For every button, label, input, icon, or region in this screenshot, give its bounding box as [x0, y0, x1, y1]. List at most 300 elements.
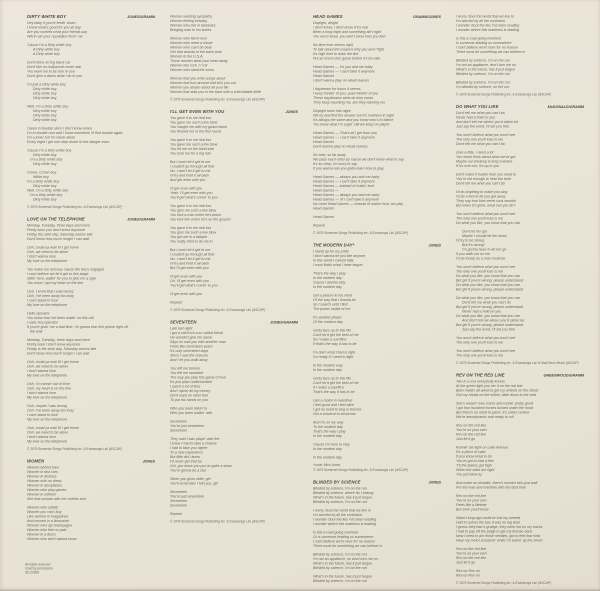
lyric-line: Those women steal your heart away	[170, 58, 228, 63]
lyric-line: Dirty white boy	[27, 108, 57, 113]
stanza	[313, 363, 453, 372]
lyric-line: A Dirty white boy	[27, 51, 60, 56]
lyric-line: I'm not an appliance, don't turn me on	[456, 62, 516, 67]
lyric-line: Women who fall in love	[170, 36, 207, 41]
stanza	[27, 21, 167, 39]
lyric-line: I can't stand to lose	[27, 298, 58, 303]
lyric-line: Pretty soon I don't know anymore	[27, 342, 81, 347]
stanza	[456, 516, 596, 543]
lyric-line: Can't let it get the best of me	[313, 380, 359, 385]
stanza	[456, 349, 596, 358]
lyric-line: Never had a hold on you	[456, 115, 496, 120]
lyric-line: To the modern day	[313, 424, 343, 429]
lyric-line: Like women in magazines	[27, 514, 69, 519]
stanza	[27, 426, 167, 444]
stanza	[27, 382, 167, 400]
lyric-line: Hey baby if you're feelin' down	[27, 20, 76, 25]
song-credit: McDONALD/GRAMM	[547, 104, 584, 109]
lyric-line: Gotta face up to this life	[313, 376, 351, 381]
stanza	[27, 311, 167, 334]
lyric-line: You're just seventeen	[170, 494, 205, 499]
stanza	[27, 148, 167, 166]
lyric-line: Just let it go	[456, 560, 476, 565]
lyric-line: Friday the sixth day, Saturday seems late	[27, 232, 93, 237]
stanza	[170, 326, 310, 362]
lyric-line: Head Games — That's all I get from you	[313, 130, 378, 135]
lyric-line: So near, so far away	[313, 152, 346, 157]
lyric-line: If you wanna win you gotta learn how to play	[313, 166, 384, 171]
lyric-line: The only one you'll lose is me	[456, 137, 504, 142]
copyright-line: © 1979 Somerset Songs Publishing Inc. & Evansongs Ltd. (ASCAP)	[27, 447, 122, 451]
lyric-line: These daydreams what do they mean	[313, 95, 374, 100]
lyric-line: You just blow by	[456, 472, 482, 477]
lyric-line: Is this a road going nowhere	[313, 530, 359, 535]
vocal-footnote: *vocal: Mick Jones	[313, 463, 341, 467]
lyric-line: You've got to lose a few	[456, 458, 494, 463]
song-title: THE MODERN DAY*	[313, 242, 355, 248]
lyric-line: I can't believe we let it get to this stage	[27, 271, 89, 276]
lyric-line: Don't make it harder than you need to	[456, 172, 517, 177]
song-title: HEAD GAMES	[313, 14, 343, 19]
lyric-line: Blinded by science, I'm on the run	[313, 486, 367, 491]
lyric-line: Dirty white boy	[27, 161, 57, 166]
lyric-line: I'll get even with you	[170, 274, 203, 279]
song-credit: JONES/GRAMM	[127, 217, 155, 222]
lyric-line: I don't wanna lose	[27, 390, 56, 395]
lyric-line: I'm a loner but I'm never alone	[27, 135, 76, 140]
lyric-line: You won't believe what you won't see	[456, 335, 516, 340]
stanza	[170, 292, 310, 297]
stanza	[313, 398, 453, 416]
permission-line: Used by permission	[25, 567, 53, 571]
lyric-line: I couldn't go through all that	[170, 252, 215, 257]
lyric-line: If that's the way it has to be	[313, 341, 357, 346]
lyric-line: You're just seventeen	[170, 423, 205, 428]
lyric-line: Hello operator	[27, 311, 50, 316]
stanza	[170, 419, 310, 433]
song-title: DIRTY WHITE BOY	[27, 14, 67, 19]
lyric-line: That's the way it has to be	[313, 389, 355, 394]
lyric-line: The power inside of me	[313, 306, 351, 311]
lyric-line: What's in the future, has it just begun	[456, 67, 516, 72]
lyric-line: Women who can't be beat	[170, 45, 212, 50]
song-credit: GRAMM/JONES	[413, 14, 441, 19]
copyright-line: © 1979 Somerset Songs Publishing Inc. & Evansongs Ltd. (ASCAP)	[170, 308, 265, 312]
lyric-line: Seventeen	[170, 428, 188, 433]
lyric-line: You gave me such a low blow	[170, 142, 218, 147]
lyric-line: Of the modern day	[313, 319, 343, 324]
lyric-line: There must be something we can believe in	[456, 49, 526, 54]
lyric-line: In the modern day	[313, 284, 342, 289]
lyric-line: I feel good and I feel alive	[313, 402, 354, 407]
lyric-line: Ooh, I've been away too long	[27, 408, 74, 413]
lyric-line: I got no need to beg or borrow	[313, 407, 362, 412]
song-title: LOVE ON THE TELEPHONE	[27, 216, 85, 222]
song-title-row	[313, 14, 441, 19]
lyric-line: Don't drive no big black car	[27, 60, 71, 65]
lyric-line: But it's wrong!	[456, 242, 485, 247]
lyric-line: I'm in trouble now and I know somehow I'll find trouble again	[27, 130, 123, 135]
lyric-line: In the modern day	[313, 275, 342, 280]
lyric-line: You gave it to me real low	[170, 137, 212, 142]
lyric-line: Monday, Tuesday, three days and more	[27, 223, 90, 228]
lyric-line: In the modern day	[313, 433, 342, 438]
lyric-line: My love on the telephone	[27, 258, 68, 263]
lyric-line: But girl if you're wrong, please understand	[456, 322, 524, 327]
lyric-line: Of the way that I wanna be	[313, 297, 356, 302]
stanza	[456, 212, 596, 226]
lyric-line: If you're givin' me a bad time, I'm gonna tear this phone right off	[27, 324, 128, 329]
stanza	[456, 36, 596, 54]
lyric-line: Ooh, could ya wait 'til I get home	[27, 359, 79, 364]
stanza	[170, 36, 310, 72]
lyric-line: Head Games — instead of makin' love	[313, 183, 375, 188]
lyric-line: I said, hey operator	[27, 320, 58, 325]
lyric-line: Who you been walkin' with	[170, 410, 213, 415]
stanza	[456, 133, 596, 147]
lyric-line: 'Cause I'm a Dirty white boy	[27, 148, 72, 153]
stanza	[170, 477, 310, 486]
lyric-line: You kick him when he's on the ground	[170, 217, 231, 222]
lyric-line: But when it's gone, what can you do?	[456, 203, 516, 208]
lyrics-column-3	[313, 14, 453, 587]
stanza	[170, 204, 310, 222]
lyric-line: Dirty white boy	[27, 117, 57, 122]
lyric-line: Since I saw the real you	[170, 353, 209, 358]
lyric-line: We're aerodynamic and ready to roll	[456, 414, 514, 419]
lyric-line: No time ever seems right	[313, 42, 353, 47]
stanza	[456, 336, 596, 345]
lyric-line: You know that I've been waitin' on this call	[27, 315, 94, 320]
lyric-line: And don't tell me where you'd rather be	[456, 119, 519, 124]
lyric-line: Head Games — I can't take it anymore	[313, 179, 375, 184]
stanza	[27, 289, 167, 307]
lyric-line: Women in the U.S.A.	[170, 54, 204, 59]
lyric-line: When the odds are right	[456, 467, 495, 472]
song-credit: GREENWOOD/GRAMM	[543, 373, 584, 378]
stanza	[456, 423, 596, 441]
lyric-line: You won't believe what you won't see	[456, 132, 516, 137]
lyric-line: Just let it go	[456, 436, 476, 441]
lyric-line: Don't want no other fool	[170, 393, 208, 398]
lyric-line: But little did I know	[170, 454, 200, 459]
lyric-line: My love on the telephone	[27, 439, 68, 444]
lyric-line: Feels like seventeen years	[170, 344, 213, 349]
lyric-line: That's the way I play	[313, 271, 346, 276]
lyric-line: What's in the future, has it just begun	[313, 561, 373, 566]
stanza	[313, 223, 453, 228]
lyric-line: I'm blinded by science, on the run	[456, 84, 510, 89]
lyric-line: Ooh, I'm runnin' out of time	[27, 381, 70, 386]
lyrics-column-2	[170, 14, 310, 529]
lyric-line: The only one you'll lose is me	[456, 216, 504, 221]
stanza	[27, 104, 167, 122]
lyric-line: Dirty white boy	[27, 95, 57, 100]
lyric-line: Women who live in fantasies	[170, 23, 216, 28]
lyric-line: Rev on the red line	[456, 546, 487, 551]
lyric-line: I can't believe we're here for no reason	[313, 539, 375, 544]
lyric-line: Daylight, alright	[313, 20, 338, 25]
stanza	[456, 172, 596, 186]
lyric-line: Women who satisfy	[27, 505, 59, 510]
lyric-line: My love on the telephone	[27, 417, 68, 422]
stanza	[313, 21, 453, 39]
lyric-line: Ooh, we need to be alone	[27, 249, 69, 254]
stanza	[170, 300, 310, 305]
lyric-line: Don't tell me what you can't do	[456, 300, 511, 305]
lyric-line: I can't stand to lose	[27, 412, 58, 417]
lyric-line: Dirty white boy	[27, 86, 57, 91]
stanza	[456, 379, 596, 397]
lyric-line: I must finish what I have begun	[313, 262, 363, 267]
lyric-line: Been waitin' all week to get my wheels on the street	[456, 388, 539, 393]
lyric-line: It's always the same and you know who's to blame	[313, 117, 394, 122]
lyric-line: You gave it to me real low	[170, 115, 212, 120]
lyric-line: Head Games —	[313, 188, 339, 193]
lyric-line: 'Cause I'm here to stay	[313, 442, 350, 447]
stanza	[313, 530, 453, 548]
lyric-line: Dirty white boy	[27, 183, 57, 188]
stanza	[170, 274, 310, 288]
stanza	[170, 437, 310, 473]
lyric-line: You give me such a low blow	[170, 230, 217, 235]
stanza	[456, 58, 596, 76]
lyric-line: Repeat	[170, 511, 182, 516]
lyric-line: You'll get what's comin' to you	[170, 195, 218, 200]
lyric-line: Head Games — It's you and me baby	[313, 64, 373, 69]
lyric-line: But I'll get even with you	[170, 265, 209, 270]
lyric-line: You left me stranded	[170, 370, 203, 375]
lyric-line: Don't tell me what you can't do	[456, 110, 505, 115]
lyric-line: I wonder 'bout the lies I've been reading	[313, 517, 377, 522]
lyric-line: 'Cause I wanna stay	[313, 280, 346, 285]
lyric-line: You gave me such a low blow	[170, 120, 218, 125]
lyric-line: Do what you like, you know that you can	[456, 282, 521, 287]
lyric-line: Women who don't wanna know	[27, 536, 77, 541]
lyric-line: Seventeen	[170, 498, 188, 503]
lyric-line: Women feeling ecstasy	[170, 18, 208, 23]
lyric-line: Women in aeroplanes	[27, 483, 62, 488]
rights-line: All rights reserved	[25, 563, 51, 567]
lyric-line: No more Head Games — instead of makin' love, we play	[313, 201, 404, 206]
lyric-line: Ooh, we need to be alone	[27, 364, 69, 369]
lyric-line: Head Games — I can't take it anymore	[313, 69, 375, 74]
lyric-line: It's another phase	[313, 315, 342, 320]
lyric-line: You're gonna be a star	[170, 468, 207, 473]
lyric-line: Got my hands on the wheel, slide down in the seat	[456, 392, 537, 397]
lyric-line: Dirty white boy	[27, 113, 57, 118]
lyric-line: Women who steal the show	[170, 67, 214, 72]
lyric-line: I daydream for hours it seems	[313, 86, 361, 91]
lyric-line: And I spent all my money	[170, 388, 211, 393]
lyric-line: For the man and machine with the best time	[456, 485, 526, 490]
lyric-line: I'll try and hold it all back	[170, 261, 210, 266]
lyric-line: Is this a road going nowhere	[456, 36, 502, 41]
lyric-line: I'm doin' what I feel is right	[313, 350, 356, 355]
lyric-line: Maybe I should let her know	[456, 233, 507, 238]
lyric-line: Head Games — I can't take it anymore	[313, 135, 375, 140]
lyric-line: Women behind bars	[27, 465, 60, 470]
stanza	[456, 80, 596, 89]
lyric-line: Women that stab you in the back with a switchblade knife	[170, 89, 262, 94]
lyric-line: Every night I get one step closer to the danger zone	[27, 139, 110, 144]
lyric-line: C'mon, C'mon boy	[27, 170, 57, 175]
lyric-line: Friday is the sixth day, Saturday seems late	[27, 346, 97, 351]
lyric-line: You floored me in the first round	[170, 129, 221, 134]
lyric-line: You're old enough to hear the truth	[456, 176, 512, 181]
stanza	[313, 293, 453, 311]
lyric-line: Repeat	[170, 300, 182, 305]
lyric-line: I'm a Dirty white boy	[27, 192, 63, 197]
lyrics-column-4	[456, 14, 596, 591]
lyric-line: You're on your own	[456, 427, 487, 432]
lyric-line: You got me in a tailspin	[170, 234, 208, 239]
song-title: SEVENTEEN	[170, 319, 197, 325]
stanza	[27, 126, 167, 144]
lyric-line: Seventeen	[170, 419, 188, 424]
lyric-line: Rev on the red line	[456, 555, 487, 560]
stanza	[170, 406, 310, 415]
lyric-line: But I won't let it get to me	[170, 159, 211, 164]
lyric-line: He wouldn't give his name	[170, 335, 212, 340]
lyric-line: Well, I'm a Dirty white boy	[27, 188, 69, 193]
stanza	[313, 249, 453, 267]
lyric-line: If it's over me, it's up to you	[456, 163, 500, 168]
lyric-line: You won't believe what you won't see	[456, 348, 516, 353]
lyric-line: You want me to be true to you	[27, 69, 75, 74]
lyric-line: Rev on the red line	[456, 423, 487, 428]
lyric-line: Do what you like, you know that you can	[456, 220, 521, 225]
lyric-line: Ooh, I know that I was wrong	[27, 289, 74, 294]
lyric-line: Dirty white boy	[27, 197, 57, 202]
lyric-line: I had to pay off the judge to get my license back	[456, 529, 533, 534]
lyric-line: 'Til the stakes get high	[456, 463, 492, 468]
lyric-line: Women in distress	[27, 474, 57, 479]
stanza	[170, 138, 310, 156]
lyric-line: And make no mistake, there's women who just wait	[456, 480, 538, 485]
lyric-line: Women who play games	[27, 487, 67, 492]
stanza	[313, 175, 453, 211]
lyric-line: Head Games	[313, 214, 335, 219]
song-credit: JONES	[428, 480, 441, 485]
lyric-line: Runnin' all night on Lake Avenue	[456, 445, 509, 450]
stanza	[313, 315, 453, 324]
song-credit: JONES/GRAMM	[127, 14, 155, 19]
lyric-line: Can't let it get the best of me	[313, 332, 359, 337]
lyric-line: I'm not an appliance, so don't turn me on	[313, 556, 378, 561]
lyric-line: Ooh, could ya wait 'til I get home	[27, 425, 79, 430]
lyric-line: Daylight turns into night	[313, 108, 351, 113]
lyric-line: Women who sip champagne	[27, 523, 73, 528]
lyric-line: But soon you'll know	[456, 507, 489, 512]
lyric-line: They say true love never runs smooth	[456, 198, 517, 203]
lyric-line: Ooh, maybe I was wrong	[27, 403, 67, 408]
lyric-line: I wonder where this madness is leading	[313, 521, 376, 526]
copyright-line: © 1979 Somerset Songs Publishing Inc. & Evansongs Ltd. (ASCAP)	[456, 93, 551, 97]
stanza	[170, 116, 310, 134]
lyric-line: And I let you walk away	[170, 357, 208, 362]
lyric-line: Women that turn around and kick you out	[170, 80, 236, 85]
copyright-line: © 1979 Somerset Songs Publishing Inc. & Evansongs Ltd. (ASCAP)	[170, 520, 265, 524]
lyric-line: Women into rock 'n' roll	[170, 63, 208, 68]
lyric-line: You left me broken	[170, 366, 200, 371]
lyric-line: You know what I'm sayin' still we keep on playin'	[313, 122, 390, 127]
lyric-line: Says he saw you with another man	[170, 339, 226, 344]
lyric-line: You really tried to do me in	[170, 239, 213, 244]
stanza	[456, 296, 596, 332]
lyric-line: Girl, you know you put on quite a show	[170, 463, 232, 468]
stanza	[313, 350, 453, 359]
lyric-line: Been a long night and something ain't right	[313, 29, 382, 34]
lyric-line: I don't wanna play no Head Games	[313, 78, 370, 83]
lyric-line: I got four hundred horses tucked under the hood	[456, 405, 533, 410]
stanza	[456, 401, 596, 419]
lyric-line: In the modern day	[313, 455, 342, 460]
stanza	[170, 160, 310, 183]
lyric-line: That's the way I play	[313, 429, 346, 434]
stanza	[27, 404, 167, 422]
lyric-line: I'm a Dirty white boy	[27, 179, 60, 184]
lyric-line: I'm gonna have to let her go	[456, 247, 507, 252]
lyric-line: Don't give a damn what I do to you	[27, 73, 83, 78]
lyric-line: I worry 'bout the world that we live in	[313, 508, 371, 513]
lyric-line: The only one you'll lose is me	[456, 269, 504, 274]
lyric-line: I guess they had a grudge, they were hot on my tracks	[456, 524, 543, 529]
lyric-line: Blinded by science, I'm on the run	[313, 578, 367, 583]
song-credit: JONES	[428, 243, 441, 248]
stanza	[170, 186, 310, 200]
song-title-row	[27, 217, 155, 222]
lyric-line: Rev on the red line	[456, 432, 487, 437]
lyric-line: White boy	[27, 174, 49, 179]
lyric-line: But there's no need to panic, it's under control	[456, 410, 529, 415]
lyric-line: Women in uniform	[27, 492, 57, 497]
stanza	[313, 43, 453, 61]
stanza	[27, 505, 167, 541]
lyric-line: It's a piece of cake	[456, 449, 486, 454]
lyric-line: Monday, Tuesday, three days and more	[27, 337, 90, 342]
stanza	[27, 223, 167, 241]
lyric-line: Do what you like, you know that you can	[456, 295, 521, 300]
lyric-line: I'm ready if I need to fight	[313, 354, 354, 359]
lyric-line: Give a little, I need a lot	[456, 150, 494, 155]
song-title-row	[313, 480, 441, 485]
stanza	[313, 455, 453, 460]
lyric-line: I don't wanna lose	[27, 254, 56, 259]
lyric-line: Women with no dress	[27, 478, 62, 483]
lyric-line: I'd do anything to make you stay	[456, 189, 508, 194]
catalog-number: SD 29999	[25, 571, 40, 575]
stanza	[456, 481, 596, 490]
lyric-line: Seventeen	[170, 489, 188, 494]
copyright-line: © 1979 Somerset Songs Publishing Inc. & Evansongs Ltd. (ASCAP)	[313, 468, 408, 472]
stanza	[27, 267, 167, 285]
lyric-line: Well, I'm a Dirty white boy	[27, 104, 69, 109]
song-title-row	[27, 459, 155, 464]
lyric-line: But I won't let it get to me	[170, 247, 211, 252]
stanza	[313, 486, 453, 504]
lyric-line: And I'm on my way	[313, 420, 344, 425]
lyric-line: The only one you'll lose is me	[456, 340, 504, 345]
lyric-line: Are you worried what your friends say	[27, 29, 88, 34]
lyric-line: Ooh, could ya wait 'til I get home	[27, 245, 79, 250]
lyric-line: Women in a disco	[27, 532, 56, 537]
lyric-line: But girl if you're wrong, please understand	[456, 278, 524, 283]
lyric-line: Women that you write songs about	[170, 76, 226, 81]
stanza	[27, 170, 167, 202]
stanza	[313, 442, 453, 451]
song-title: DO WHAT YOU LIKE	[456, 104, 499, 109]
